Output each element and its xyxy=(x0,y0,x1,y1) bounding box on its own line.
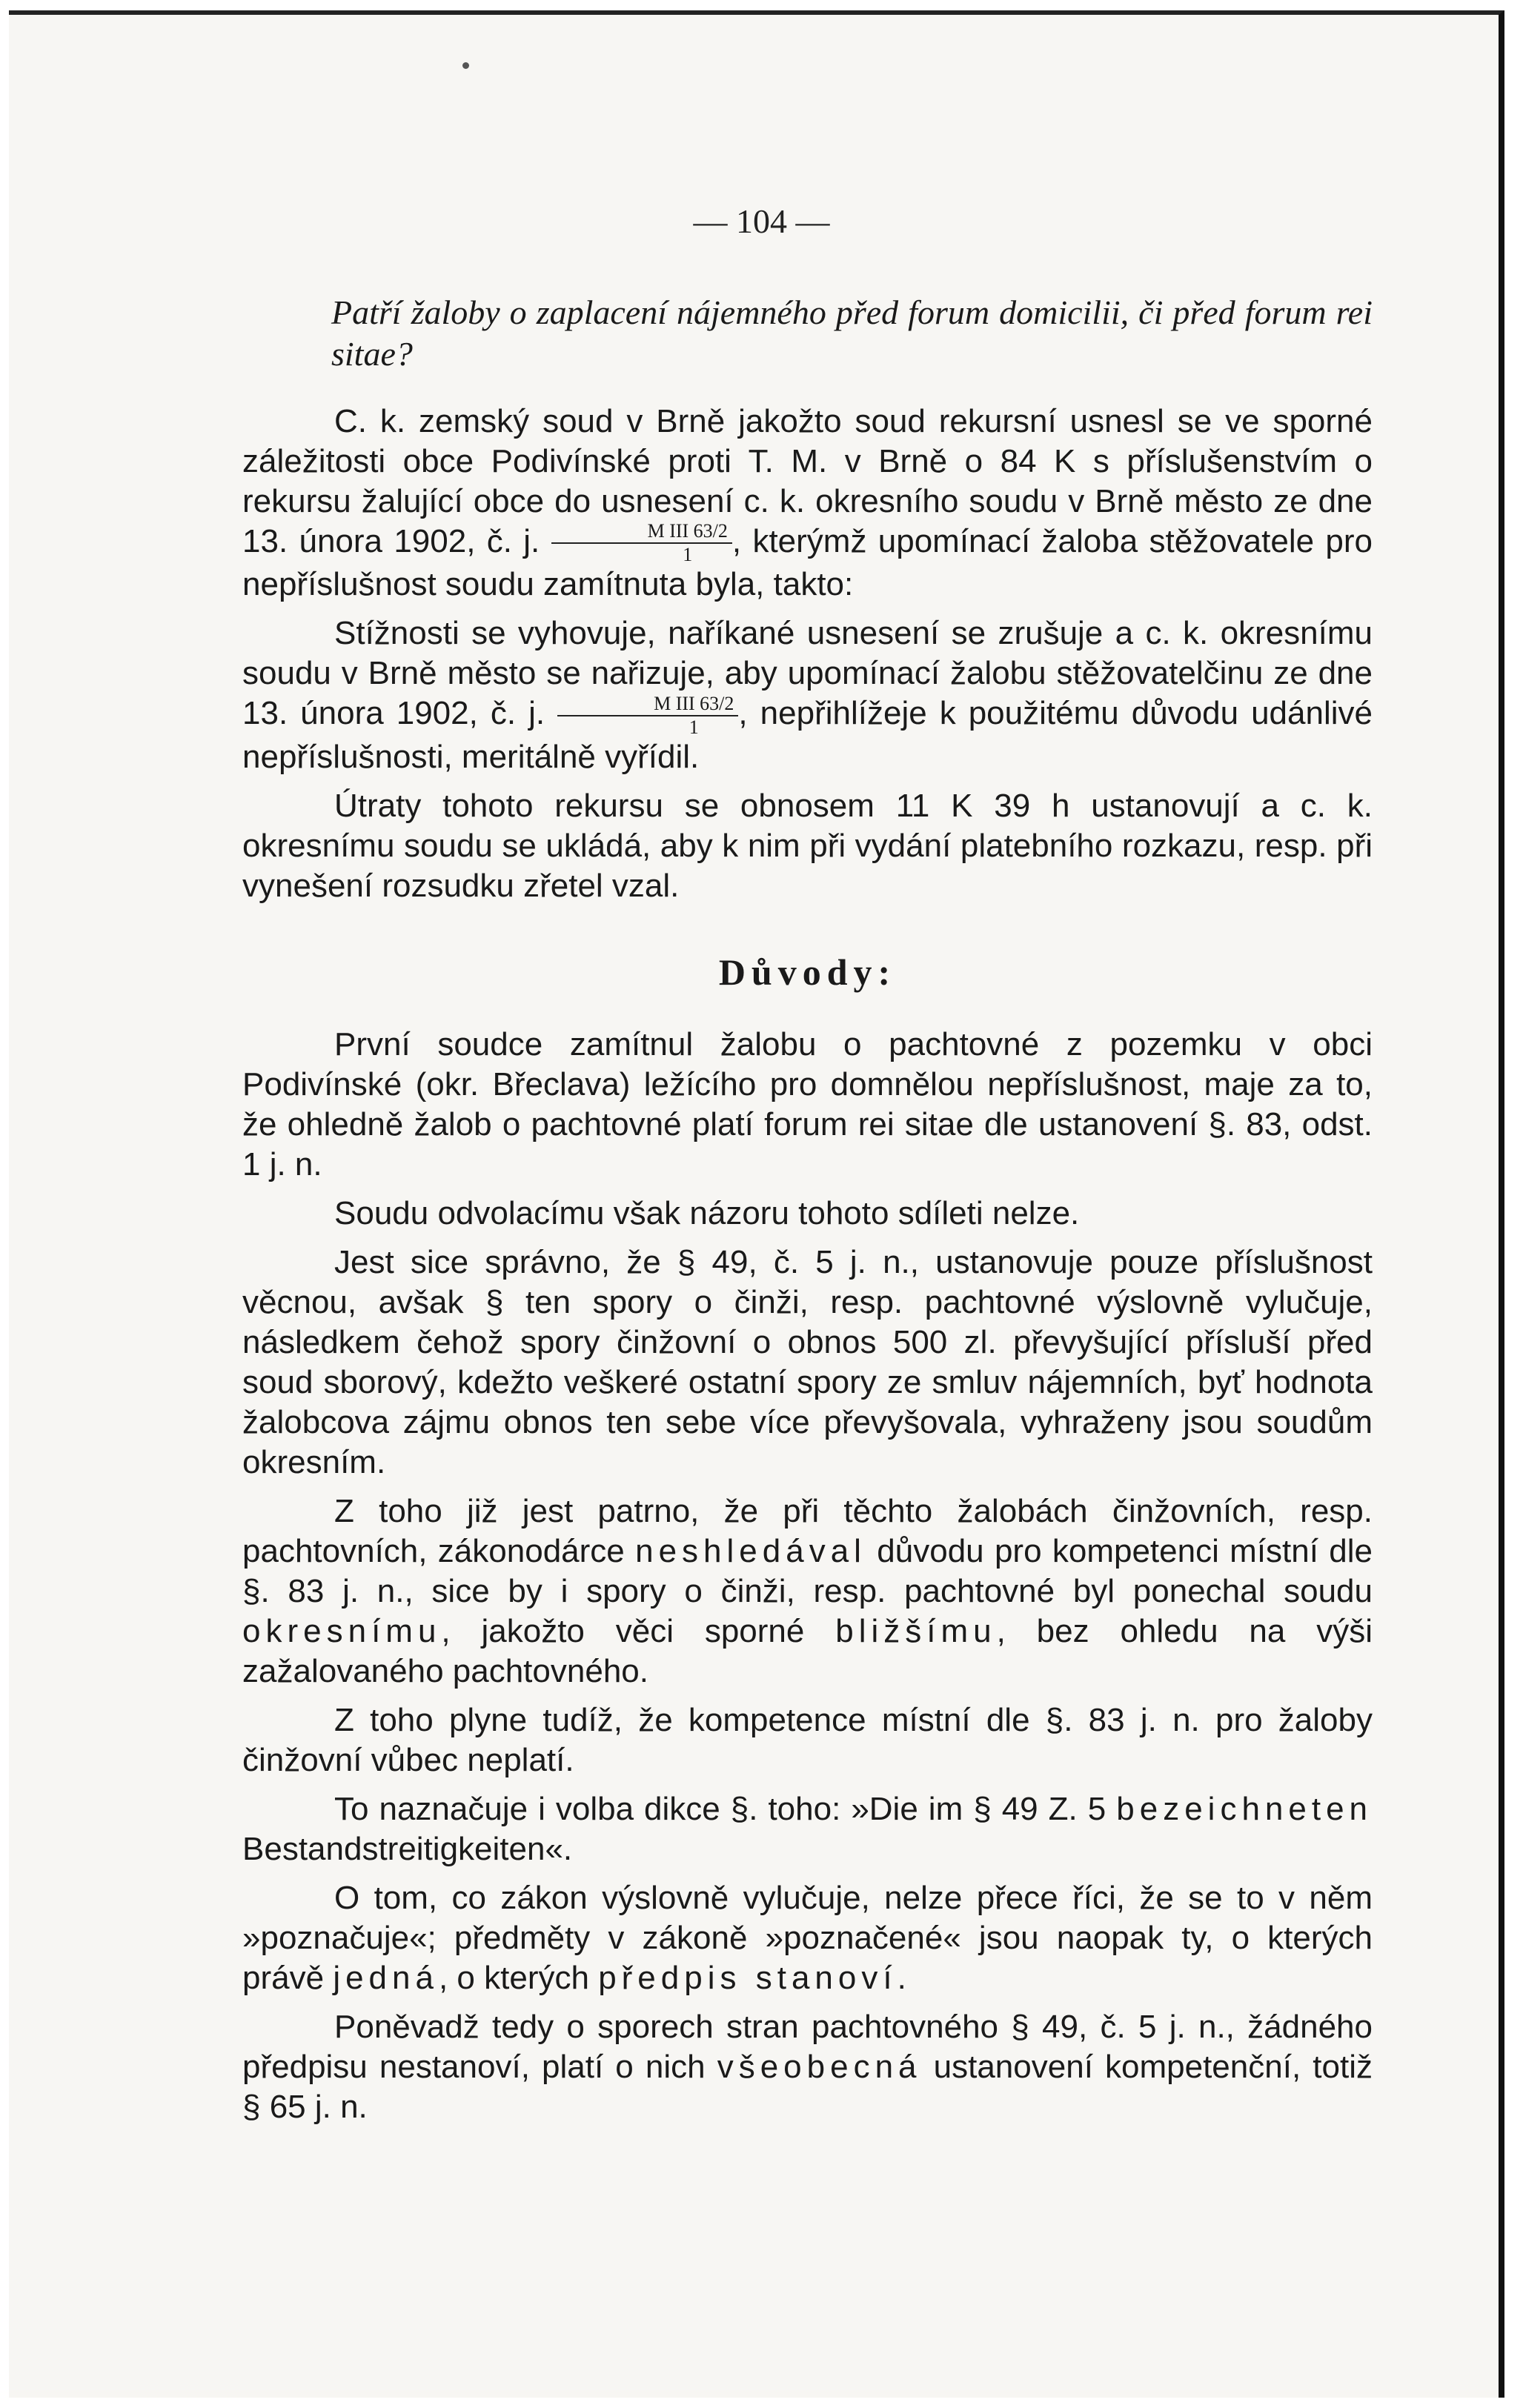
text-run: , nepřihlížeje k použitému důvodu udánlivé nepříslušnosti, meritálně vyřídil. xyxy=(242,695,1373,775)
reasons-paragraph-5: Z toho plyne tudíž, že kompetence místní dle §. 83 j. n. pro žaloby činžovní vůbec neplatí. xyxy=(242,1701,1373,1778)
fraction-numerator: M III 63/2 xyxy=(551,522,732,544)
text-run: ustanovení kompetenční, totiž § 65 j. n. xyxy=(242,2048,1373,2125)
file-number-fraction xyxy=(557,694,738,737)
text-run: . xyxy=(897,1959,906,1996)
text-run: , jakožto věci sporné xyxy=(441,1612,805,1649)
reasons-paragraph-2: Soudu odvolacímu však názoru tohoto sdíleti nelze. xyxy=(334,1194,1080,1231)
text-run: , bez ohledu na výši zažalovaného pachtovného. xyxy=(242,1612,1373,1689)
text-run: Z toho již jest patrno, že při těchto žalobách činžovních, resp. pachtovních, zákonodárce xyxy=(242,1492,1373,1569)
reasons-paragraph-6 xyxy=(242,1789,1373,1869)
reasons-paragraph-4 xyxy=(242,1491,1373,1692)
scan-speck xyxy=(462,62,469,69)
reasons-paragraph-1: První soudce zamítnul žalobu o pachtovné z pozemku v obci Podivínské (okr. Břeclava) ležícího pro domnělou nepříslušnost, maje za to, že ohledně žalob o pachtovné platí forum rei sitae dle ustanovení §. 83, odst. 1 j. n. xyxy=(242,1025,1373,1183)
reasons-paragraph-7 xyxy=(242,1878,1373,1998)
page-title: Patří žaloby o zaplacení nájemného před forum domicilii, či před forum rei sitae? xyxy=(331,293,1373,373)
fraction-denominator: 1 xyxy=(683,544,693,566)
section-heading: Důvody: xyxy=(718,951,897,993)
spaced-emphasis: předpis stanoví xyxy=(598,1959,897,1996)
text-run: , kterýmž upomínací žaloba stěžovatele pro nepříslušnost soudu zamítnuta byla, takto: xyxy=(242,523,1373,603)
text-run: Bestandstreitigkeiten«. xyxy=(242,1830,573,1867)
fraction-denominator: 1 xyxy=(688,716,699,738)
spaced-emphasis: jedná xyxy=(333,1959,439,1996)
spaced-emphasis: neshledával xyxy=(635,1532,866,1569)
resolution-paragraph-1 xyxy=(242,402,1373,605)
text-run: O tom, co zákon výslovně vylučuje, nelze přece říci, že se to v něm »poznačuje«; předměty v zákoně »poznačené« jsou naopak ty, o kterých právě xyxy=(242,1879,1373,1996)
spaced-emphasis: bezeichneten xyxy=(1116,1790,1373,1827)
reasons-paragraph-3: Jest sice správno, že § 49, č. 5 j. n., ustanovuje pouze příslušnost věcnou, avšak § ten spory o činži, resp. pachtovné výslovně vylučuje, následkem čehož spory činžovní o obnos 500 zl. převyšující přísluší před soud sborový, kdežto veškeré ostatní spory ze smluv nájemních, byť hodnota žalobcova zájmu obnos ten sebe více převyšovala, vyhraženy jsou soudům okresním. xyxy=(242,1243,1373,1480)
fraction-numerator: M III 63/2 xyxy=(557,694,738,716)
spaced-emphasis: okresnímu xyxy=(242,1612,442,1649)
page-body xyxy=(242,292,1373,2127)
text-run: , o kterých xyxy=(438,1959,589,1996)
text-run: To naznačuje i volba dikce §. toho: »Die im § 49 Z. 5 xyxy=(334,1790,1106,1827)
resolution-paragraph-2 xyxy=(242,613,1373,776)
reasons-paragraph-8 xyxy=(242,2007,1373,2127)
text-run: C. k. zemský soud v Brně jakožto soud rekursní usnesl se ve sporné záležitosti obce Podivínské proti T. M. v Brně o 84 K s příslušenstvím o rekursu žalující obce do usnesení c. k. okresního soudu v Brně město ze dne 13. února 1902, č. j. xyxy=(242,403,1373,559)
spaced-emphasis: všeobecná xyxy=(717,2048,922,2085)
text-run: důvodu pro kompetenci místní dle §. 83 j. n., sice by i spory o činži, resp. pachtovné byl ponechal soudu xyxy=(242,1532,1373,1609)
page-number: — 104 — xyxy=(693,202,830,240)
spaced-emphasis: bližšímu xyxy=(835,1612,997,1649)
text-run: Stížnosti se vyhovuje, naříkané usnesení se zrušuje a c. k. okresnímu soudu v Brně město se nařizuje, aby upomínací žalobu stěžovatelčinu ze dne 13. února 1902, č. j. xyxy=(242,615,1373,732)
text-run: Poněvadž tedy o sporech stran pachtovného § 49, č. 5 j. n., žádného předpisu nestanoví, platí o nich xyxy=(242,2008,1373,2085)
file-number-fraction xyxy=(551,522,732,565)
resolution-paragraph-3: Útraty tohoto rekursu se obnosem 11 K 39 h ustanovují a c. k. okresnímu soudu se ukládá, aby k nim při vydání platebního rozkazu, resp. při vynešení rozsudku zřetel vzal. xyxy=(242,787,1373,904)
